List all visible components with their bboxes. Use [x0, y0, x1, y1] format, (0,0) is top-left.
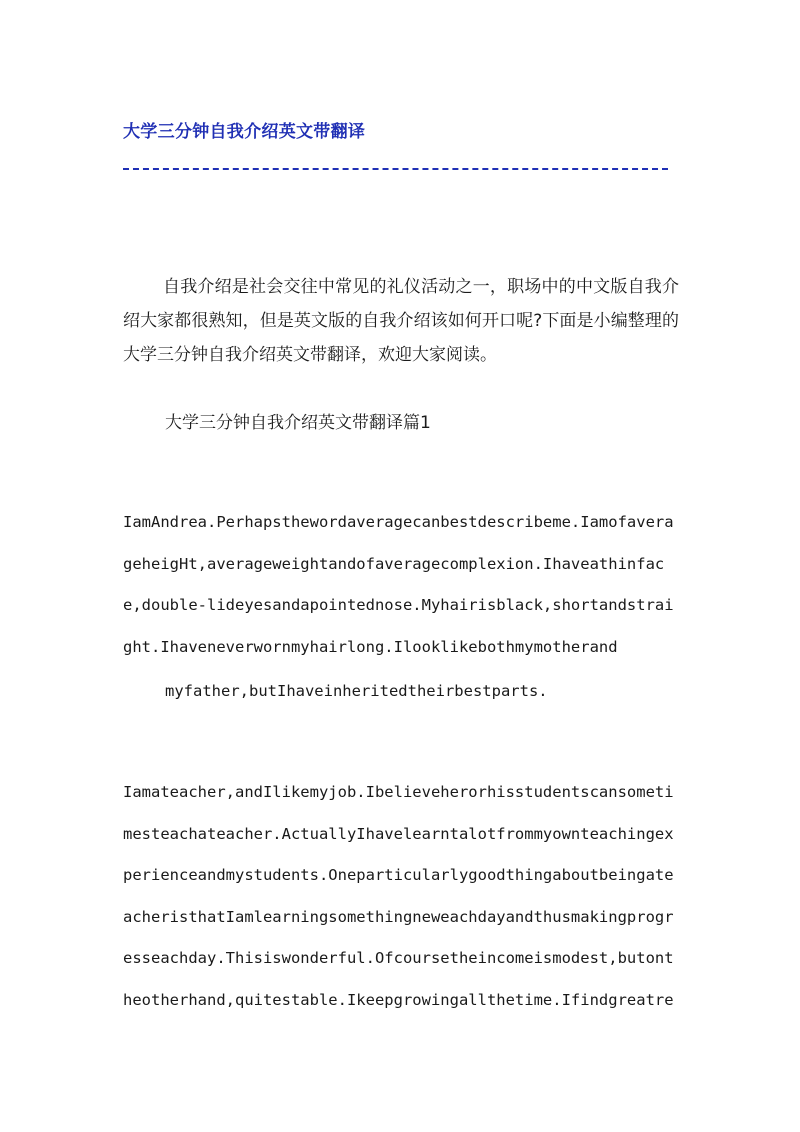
section-heading: 大学三分钟自我介绍英文带翻译篇1 [165, 413, 431, 433]
english-paragraph-1-continued: myfather,butIhaveinheritedtheirbestparts. [165, 682, 548, 700]
title-divider [123, 168, 668, 170]
english-paragraph-2: Iamateacher,andIlikemyjob.Ibelieveherorhisstudentscansometimesteachateacher.ActuallyIhavelearntalotfrommyownteachingexperienceandmystudents.OneparticularlygoodthingaboutbeingateacheristhatIamlearningsomethingneweachdayandthusmakingprogresseachday.Thisiswonderful.Ofcoursetheincomeismodest,butontheotherhand,quitestable.Ikeepgrowingallthetime.Ifindgreatre [123, 783, 674, 1009]
intro-paragraph: 自我介绍是社会交往中常见的礼仪活动之一，职场中的中文版自我介绍大家都很熟知，但是英文版的自我介绍该如何开口呢?下面是小编整理的大学三分钟自我介绍英文带翻译，欢迎大家阅读。 [123, 277, 679, 365]
english-paragraph-1: IamAndrea.Perhapsthewordaveragecanbestdescribeme.IamofaverageheigHt,averageweightandofaveragecomplexion.Ihaveathinface,double-lideyesandapointednose.Myhairisblack,shortandstraight.Ihaveneverwornmyhairlong.Ilooklikebothmymotherand [123, 513, 674, 656]
document-title: 大学三分钟自我介绍英文带翻译 [123, 122, 366, 142]
